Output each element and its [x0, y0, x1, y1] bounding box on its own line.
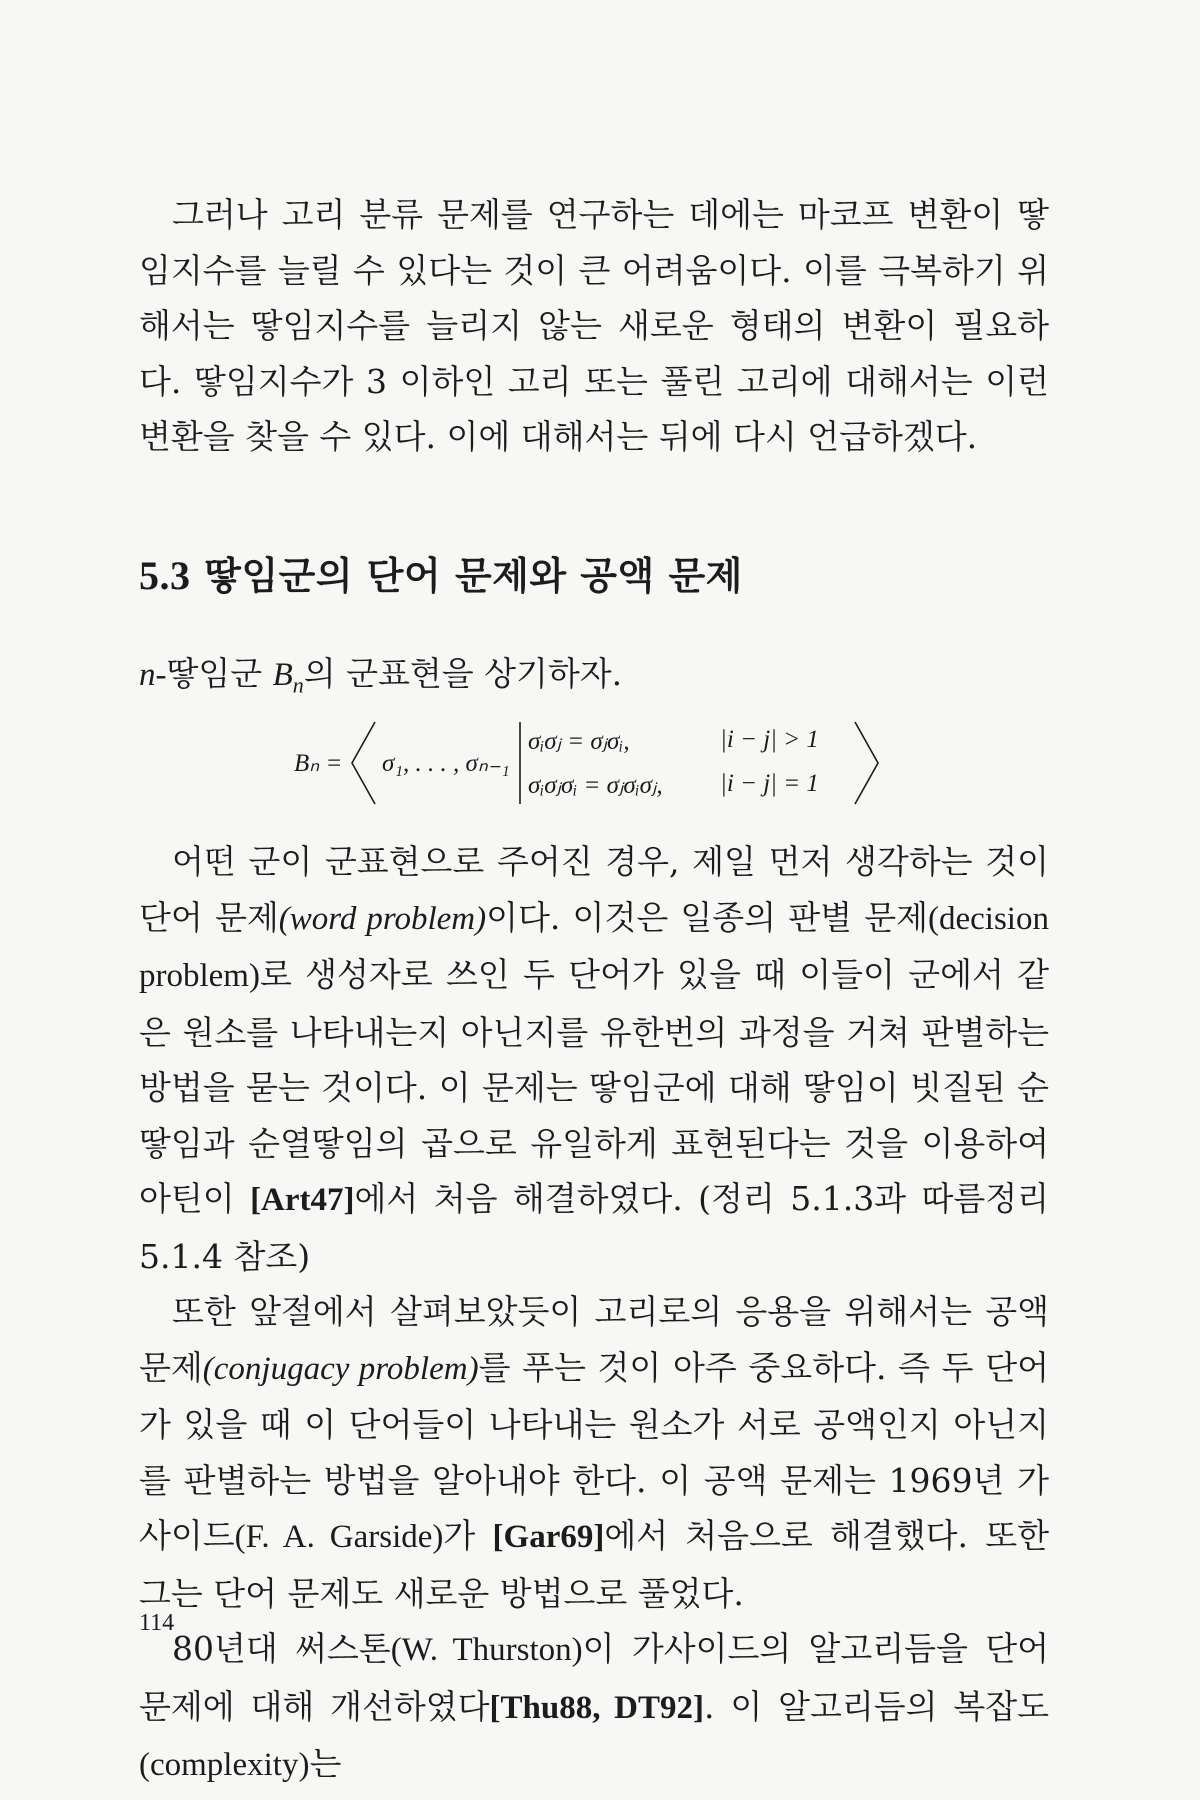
- paragraph-2-part-a: 어떤 군이 군표현으로 주어진 경우, 제일 먼저 생각하는 것이 단어 문제: [139, 842, 1049, 937]
- paragraph-2-part-c: 로 생성자로 쓰인 두 단어가 있을 때 이들이 군에서 같은 원소를 나타내는지 아닌지를 유한번의 과정을 거쳐 판별하는 방법을 묻는 것이다. 이 문제는 땋임군에 대해 땋임이 빗질된 순땋임과 순열땋임의 곱으로 유일하게 표현된다는 것을 이용하여 아틴이: [139, 955, 1049, 1218]
- equation-generators: σ₁, . . . , σₙ₋₁: [382, 750, 510, 777]
- paragraph-1: [139, 187, 1049, 465]
- intro-symbol: B: [272, 657, 293, 693]
- paragraph-3-part-a: 또한 앞절에서 살펴보았듯이 고리로의 응용을 위해서는 공액 문제: [139, 1292, 1049, 1387]
- relation-2: σᵢσⱼσᵢ = σⱼσᵢσⱼ,: [528, 772, 663, 799]
- intro-text-2: 의 군표현을 상기하자.: [303, 654, 623, 693]
- citation-thu88-dt92: [Thu88, DT92]: [489, 1689, 704, 1726]
- intro-text-1: 땋임군: [166, 654, 273, 693]
- paragraph-4-part-a: 80년대 써스톤: [172, 1629, 391, 1668]
- paragraph-2-part-b: 이다. 이것은 일종의 판별 문제: [486, 897, 929, 937]
- page-number: 114: [139, 1610, 175, 1636]
- term-word-problem: (word problem): [278, 900, 487, 937]
- section-title: 땋임군의 단어 문제와 공액 문제: [204, 554, 743, 598]
- name-garside: (F. A. Garside): [234, 1519, 444, 1555]
- citation-art47: [Art47]: [250, 1182, 355, 1218]
- citation-gar69: [Gar69]: [492, 1519, 605, 1555]
- paragraph-4: [139, 1621, 1049, 1794]
- intro-line: [139, 648, 622, 699]
- paragraph-4-part-b: 이 가사이드의 알고리듬을 단어 문제에 대해 개선하였다: [139, 1629, 1049, 1726]
- paragraph-4-part-d: 는: [309, 1744, 342, 1783]
- paragraph-3-part-d: 에서 처음으로 해결했다. 또한 그는 단어 문제도 새로운 방법으로 풀었다.: [139, 1516, 1050, 1613]
- term-decision-problem: (decision problem): [139, 900, 1049, 994]
- paragraph-3-part-c: 가: [443, 1516, 493, 1555]
- paragraph-2-part-d: 에서 처음 해결하였다. (정리 5.1.3과 따름정리 5.1.4 참조): [139, 1179, 1050, 1276]
- term-complexity: (complexity): [139, 1747, 310, 1783]
- body-text: [139, 834, 1049, 1794]
- braid-group-presentation: [290, 718, 910, 808]
- equation-lhs: Bₙ =: [294, 750, 343, 777]
- intro-prefix: n-: [139, 657, 167, 693]
- section-number: 5.3: [139, 553, 191, 598]
- relation-1: σᵢσⱼ = σⱼσᵢ,: [528, 728, 630, 755]
- relation-2-condition: |i − j| = 1: [720, 770, 819, 797]
- paragraph-2: [139, 834, 1049, 1284]
- paragraph-4-part-c: . 이 알고리듬의 복잡도: [703, 1686, 1049, 1726]
- paragraph-1-text: 그러나 고리 분류 문제를 연구하는 데에는 마코프 변환이 땋임지수를 늘릴 수 있다는 것이 큰 어려움이다. 이를 극복하기 위해서는 땋임지수를 늘리지 않는 새로운 형태의 변환이 필요하다. 땋임지수가 3 이하인 고리 또는 풀린 고리에 대해서는 이런 변환을 찾을 수 있다. 이에 대해서는 뒤에 다시 언급하겠다.: [139, 195, 1049, 456]
- paragraph-3-part-b: 를 푸는 것이 아주 중요하다. 즉 두 단어가 있을 때 이 단어들이 나타내는 원소가 서로 공액인지 아닌지를 판별하는 방법을 알아내야 한다. 이 공액 문제는 1969년 가사이드: [139, 1347, 1049, 1555]
- name-thurston: (W. Thurston): [390, 1632, 583, 1668]
- relation-1-condition: |i − j| > 1: [720, 726, 819, 753]
- intro-subscript: n: [292, 672, 304, 698]
- section-heading: [139, 545, 743, 600]
- term-conjugacy-problem: (conjugacy problem): [202, 1350, 479, 1387]
- paragraph-3: [139, 1284, 1049, 1621]
